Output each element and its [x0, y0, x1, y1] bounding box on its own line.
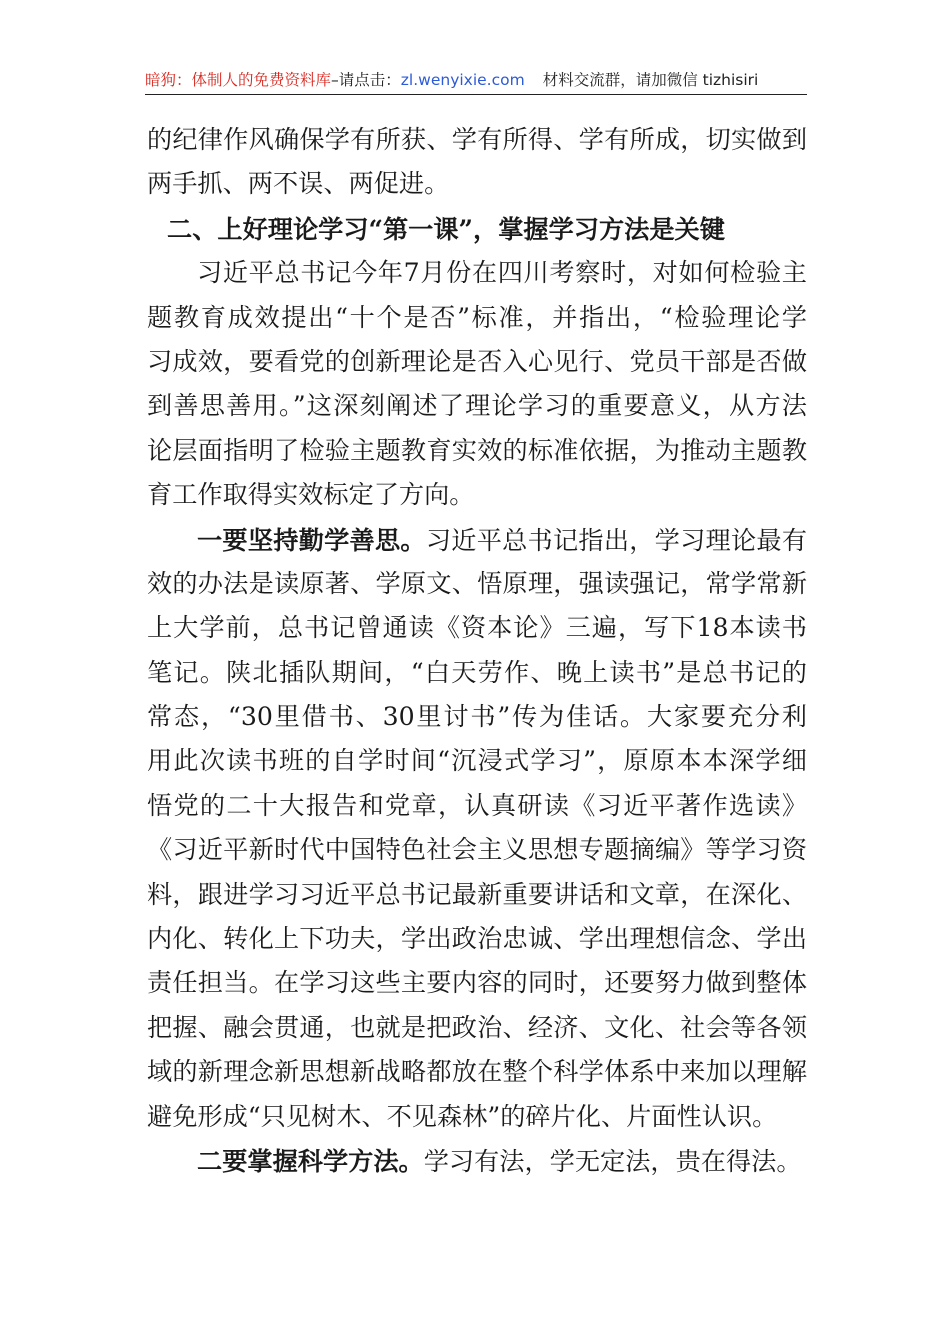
paragraph-line: 常态，“30里借书、30里讨书”传为佳话。大家要充分利 — [147, 702, 807, 732]
paragraph-line: 习近平总书记今年7月份在四川考察时，对如何检验主 — [197, 258, 807, 288]
paragraph-line: 域的新理念新思想新战略都放在整个科学体系中来加以理解 — [147, 1057, 807, 1087]
paragraph-text: 习近平总书记指出，学习理论最有 — [425, 525, 808, 555]
document-body — [147, 118, 807, 1183]
header-brand: 暗狗：体制人的免费资料库 — [145, 71, 332, 89]
paragraph-line — [147, 1139, 807, 1183]
paragraph-line: 育工作取得实效标定了方向。 — [147, 480, 475, 510]
paragraph-line — [147, 518, 807, 562]
paragraph-line: 悟党的二十大报告和党章，认真研读《习近平著作选读》 — [147, 790, 807, 820]
paragraph-line: 《习近平新时代中国特色社会主义思想专题摘编》等学习资 — [147, 835, 807, 865]
paragraph-line: 两手抓、两不误、两促进。 — [147, 169, 450, 199]
subheading-lead: 二要掌握科学方法。 — [197, 1145, 424, 1176]
header-prompt: –请点击： — [331, 71, 401, 89]
paragraph-line: 效的办法是读原著、学原文、悟原理，强读强记，常学常新 — [147, 568, 807, 598]
paragraph-line: 笔记。陕北插队期间，“白天劳作、晚上读书”是总书记的 — [147, 657, 807, 687]
header-contact: 材料交流群，请加微信 tizhisiri — [542, 71, 759, 89]
paragraph-line: 避免形成“只见树木、不见森林”的碎片化、片面性认识。 — [147, 1101, 778, 1131]
paragraph-line: 的纪律作风确保学有所获、学有所得、学有所成，切实做到 — [147, 125, 807, 154]
paragraph-line: 料，跟进学习习近平总书记最新重要讲话和文章，在深化、 — [147, 879, 807, 909]
paragraph-line: 内化、转化上下功夫，学出政治忠诚、学出理想信念、学出 — [147, 924, 807, 954]
paragraph-line: 上大学前，总书记曾通读《资本论》三遍，写下18本读书 — [147, 613, 807, 643]
paragraph-line: 用此次读书班的自学时间“沉浸式学习”，原原本本深学细 — [147, 746, 807, 776]
paragraph-line: 到善思善用。”这深刻阐述了理论学习的重要意义，从方法 — [147, 391, 807, 421]
paragraph-text: 学习有法，学无定法，贵在得法。 — [423, 1146, 802, 1176]
page-header — [145, 66, 807, 95]
paragraph-line: 责任担当。在学习这些主要内容的同时，还要努力做到整体 — [147, 968, 807, 998]
paragraph-line: 题教育成效提出“十个是否”标准，并指出，“检验理论学 — [147, 302, 807, 332]
section-heading: 二、上好理论学习“第一课”，掌握学习方法是关键 — [167, 213, 725, 244]
paragraph-line: 习成效，要看党的创新理论是否入心见行、党员干部是否做 — [147, 346, 807, 376]
paragraph-line: 论层面指明了检验主题教育实效的标准依据，为推动主题教 — [147, 435, 807, 465]
subheading-lead: 一要坚持勤学善思。 — [197, 524, 426, 555]
header-link[interactable]: zl.wenyixie.com — [400, 71, 525, 89]
paragraph-line: 把握、融会贯通，也就是把政治、经济、文化、社会等各领 — [147, 1012, 807, 1042]
